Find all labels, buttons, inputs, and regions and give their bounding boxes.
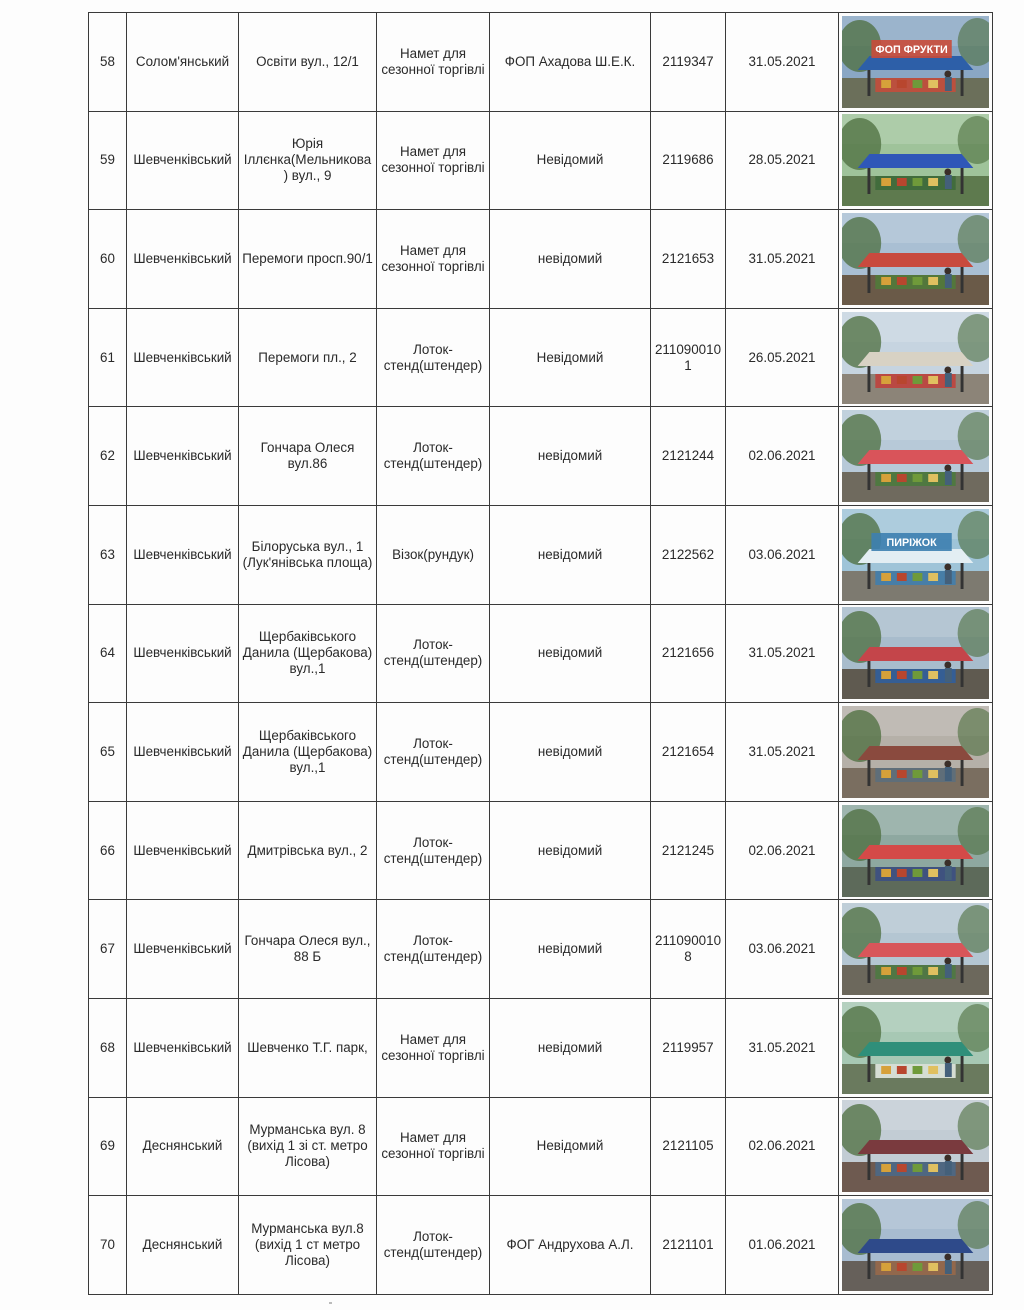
site-photo-svg — [842, 1199, 989, 1291]
registration-code-cell: 2121656 — [651, 604, 726, 703]
date-cell: 28.05.2021 — [726, 111, 839, 210]
object-type-cell: Намет для сезонної торгівлі — [377, 998, 490, 1097]
registration-code-cell: 2119686 — [651, 111, 726, 210]
site-photo — [842, 410, 989, 502]
registration-code-cell: 2121654 — [651, 703, 726, 802]
owner-cell: невідомий — [490, 703, 651, 802]
row-number: 64 — [89, 604, 127, 703]
row-number: 66 — [89, 801, 127, 900]
site-photo — [842, 607, 989, 699]
photo-cell — [839, 998, 993, 1097]
address-cell: Гончара Олеся вул.86 — [239, 407, 377, 506]
registration-code-cell: 2122562 — [651, 505, 726, 604]
table-row — [89, 210, 993, 309]
address-cell: Мурманська вул. 8 (вихід 1 зі ст. метро Лісова) — [239, 1097, 377, 1196]
photo-cell — [839, 801, 993, 900]
owner-cell: невідомий — [490, 210, 651, 309]
date-cell: 01.06.2021 — [726, 1196, 839, 1295]
object-type-cell: Лоток-стенд(штендер) — [377, 801, 490, 900]
registration-code-cell: 2119957 — [651, 998, 726, 1097]
photo-cell — [839, 703, 993, 802]
table-row — [89, 1196, 993, 1295]
photo-cell — [839, 111, 993, 210]
date-cell: 31.05.2021 — [726, 604, 839, 703]
row-number: 60 — [89, 210, 127, 309]
row-number: 68 — [89, 998, 127, 1097]
address-cell: Шевченко Т.Г. парк, — [239, 998, 377, 1097]
owner-cell: ФОГ Андрухова А.Л. — [490, 1196, 651, 1295]
row-number: 67 — [89, 900, 127, 999]
address-cell: Перемоги пл., 2 — [239, 308, 377, 407]
district-cell: Деснянський — [127, 1196, 239, 1295]
date-cell: 31.05.2021 — [726, 703, 839, 802]
site-photo — [842, 903, 989, 995]
address-cell: Щербаківського Данила (Щербакова) вул.,1 — [239, 703, 377, 802]
site-photo — [842, 805, 989, 897]
registration-code-cell: 2121653 — [651, 210, 726, 309]
date-cell: 02.06.2021 — [726, 1097, 839, 1196]
district-cell: Шевченківський — [127, 111, 239, 210]
address-cell: Мурманська вул.8 (вихід 1 ст метро Лісова) — [239, 1196, 377, 1295]
registration-code-cell: 2121245 — [651, 801, 726, 900]
table-row — [89, 13, 993, 112]
district-cell: Шевченківський — [127, 604, 239, 703]
site-photo-svg — [842, 903, 989, 995]
date-cell: 03.06.2021 — [726, 505, 839, 604]
owner-cell: Невідомий — [490, 111, 651, 210]
row-number: 61 — [89, 308, 127, 407]
site-photo-svg — [842, 509, 989, 601]
site-photo-svg — [842, 114, 989, 206]
row-number: 62 — [89, 407, 127, 506]
date-cell: 31.05.2021 — [726, 13, 839, 112]
district-cell: Шевченківський — [127, 998, 239, 1097]
table-row — [89, 407, 993, 506]
table-body — [89, 13, 993, 1295]
row-number: 59 — [89, 111, 127, 210]
site-photo-svg — [842, 16, 989, 108]
registration-code-cell: 2119347 — [651, 13, 726, 112]
owner-cell: Невідомий — [490, 308, 651, 407]
registration-code-cell: 2121244 — [651, 407, 726, 506]
kiosk-register-table — [88, 12, 993, 1295]
photo-cell — [839, 1097, 993, 1196]
row-number: 65 — [89, 703, 127, 802]
site-photo-svg — [842, 312, 989, 404]
object-type-cell: Лоток-стенд(штендер) — [377, 407, 490, 506]
date-cell: 02.06.2021 — [726, 801, 839, 900]
site-photo-svg — [842, 410, 989, 502]
owner-cell: Невідомий — [490, 1097, 651, 1196]
date-cell: 26.05.2021 — [726, 308, 839, 407]
site-photo-svg — [842, 1100, 989, 1192]
site-photo — [842, 213, 989, 305]
site-photo — [842, 114, 989, 206]
table-row — [89, 505, 993, 604]
district-cell: Шевченківський — [127, 210, 239, 309]
table-row — [89, 703, 993, 802]
site-photo — [842, 706, 989, 798]
address-cell: Гончара Олеся вул., 88 Б — [239, 900, 377, 999]
table-row — [89, 1097, 993, 1196]
object-type-cell: Намет для сезонної торгівлі — [377, 210, 490, 309]
district-cell: Шевченківський — [127, 308, 239, 407]
date-cell: 03.06.2021 — [726, 900, 839, 999]
district-cell: Шевченківський — [127, 407, 239, 506]
owner-cell: невідомий — [490, 998, 651, 1097]
row-number: 63 — [89, 505, 127, 604]
object-type-cell: Лоток-стенд(штендер) — [377, 604, 490, 703]
site-photo — [842, 1199, 989, 1291]
photo-sign-text: ПИРІЖОК — [886, 536, 937, 549]
row-number: 70 — [89, 1196, 127, 1295]
owner-cell: ФОП Ахадова Ш.Е.К. — [490, 13, 651, 112]
district-cell: Солом'янський — [127, 13, 239, 112]
object-type-cell: Лоток-стенд(штендер) — [377, 703, 490, 802]
site-photo-svg — [842, 1002, 989, 1094]
owner-cell: невідомий — [490, 801, 651, 900]
photo-cell — [839, 210, 993, 309]
district-cell: Шевченківський — [127, 703, 239, 802]
address-cell: Білоруська вул., 1 (Лук'янівська площа) — [239, 505, 377, 604]
site-photo — [842, 1100, 989, 1192]
district-cell: Шевченківський — [127, 505, 239, 604]
row-number: 69 — [89, 1097, 127, 1196]
table-row — [89, 111, 993, 210]
object-type-cell: Лоток-стенд(штендер) — [377, 308, 490, 407]
photo-cell — [839, 505, 993, 604]
site-photo — [842, 1002, 989, 1094]
district-cell: Деснянський — [127, 1097, 239, 1196]
registration-code-cell: 2110900101 — [651, 308, 726, 407]
object-type-cell: Намет для сезонної торгівлі — [377, 111, 490, 210]
photo-cell — [839, 407, 993, 506]
site-photo-svg — [842, 607, 989, 699]
address-cell: Юрія Іллєнка(Мельникова) вул., 9 — [239, 111, 377, 210]
scan-speck — [329, 1302, 332, 1304]
object-type-cell: Лоток-стенд(штендер) — [377, 1196, 490, 1295]
site-photo-svg — [842, 706, 989, 798]
photo-cell — [839, 1196, 993, 1295]
address-cell: Освіти вул., 12/1 — [239, 13, 377, 112]
row-number: 58 — [89, 13, 127, 112]
photo-cell — [839, 900, 993, 999]
photo-sign-text: ФОП ФРУКТИ — [875, 43, 948, 56]
photo-cell — [839, 13, 993, 112]
address-cell: Щербаківського Данила (Щербакова) вул.,1 — [239, 604, 377, 703]
object-type-cell: Намет для сезонної торгівлі — [377, 1097, 490, 1196]
photo-cell — [839, 308, 993, 407]
object-type-cell: Намет для сезонної торгівлі — [377, 13, 490, 112]
photo-cell — [839, 604, 993, 703]
address-cell: Дмитрівська вул., 2 — [239, 801, 377, 900]
object-type-cell: Візок(рундук) — [377, 505, 490, 604]
date-cell: 02.06.2021 — [726, 407, 839, 506]
address-cell: Перемоги просп.90/1 — [239, 210, 377, 309]
owner-cell: невідомий — [490, 604, 651, 703]
site-photo-svg — [842, 805, 989, 897]
owner-cell: невідомий — [490, 900, 651, 999]
site-photo — [842, 509, 989, 601]
date-cell: 31.05.2021 — [726, 998, 839, 1097]
district-cell: Шевченківський — [127, 801, 239, 900]
registration-code-cell: 2121105 — [651, 1097, 726, 1196]
registration-code-cell: 2110900108 — [651, 900, 726, 999]
owner-cell: невідомий — [490, 407, 651, 506]
district-cell: Шевченківський — [127, 900, 239, 999]
table-row — [89, 604, 993, 703]
registration-code-cell: 2121101 — [651, 1196, 726, 1295]
site-photo — [842, 312, 989, 404]
object-type-cell: Лоток-стенд(штендер) — [377, 900, 490, 999]
site-photo — [842, 16, 989, 108]
owner-cell: невідомий — [490, 505, 651, 604]
table-row — [89, 308, 993, 407]
table-row — [89, 801, 993, 900]
table-row — [89, 998, 993, 1097]
site-photo-svg — [842, 213, 989, 305]
date-cell: 31.05.2021 — [726, 210, 839, 309]
table-row — [89, 900, 993, 999]
